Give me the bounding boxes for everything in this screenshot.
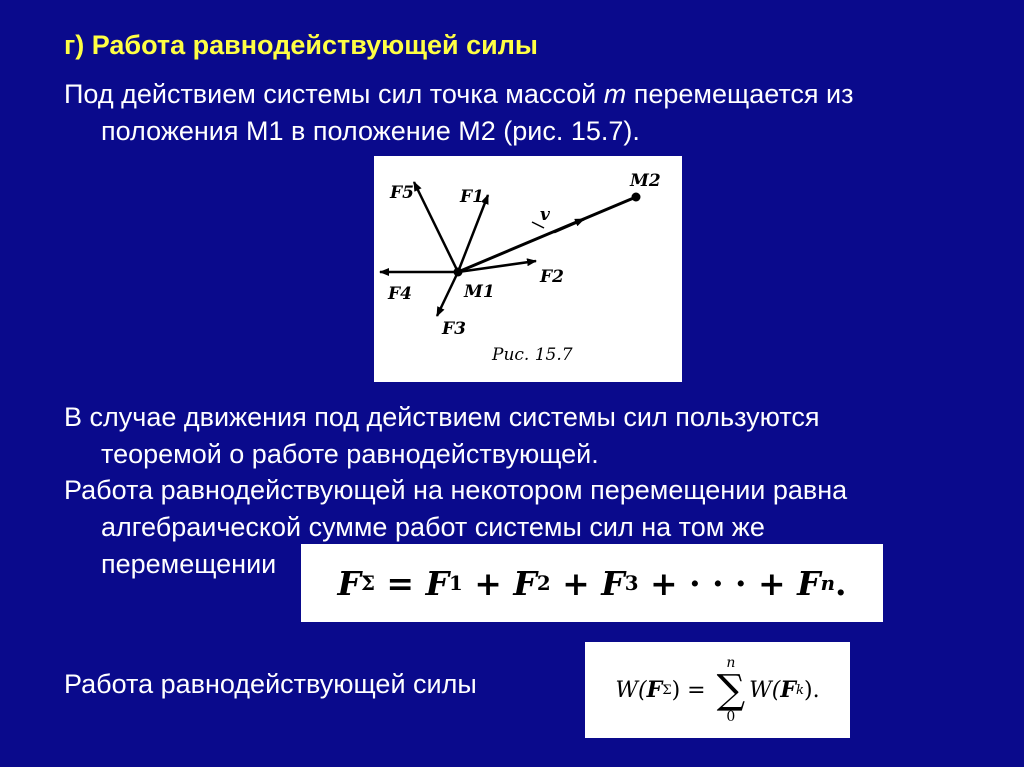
force-diagram	[374, 156, 682, 382]
label-f3: F3	[442, 319, 466, 339]
formula1-term-3: F	[601, 563, 625, 603]
mass-variable: m	[603, 79, 627, 109]
formula2-rhs-suffix: ).	[803, 677, 820, 703]
formula1-term-1-sub: 1	[449, 571, 463, 595]
sum-lower-limit: 0	[726, 709, 736, 725]
force-f3-arrow	[437, 272, 458, 316]
force-f5-arrow	[414, 182, 458, 272]
label-v: v	[540, 205, 550, 225]
theorem-paragraph	[64, 399, 964, 473]
formula2-lhs-suffix: ) =	[671, 677, 713, 703]
formula2-rhs-sub: k	[795, 682, 804, 698]
formula1-lhs: F	[337, 563, 361, 603]
formula1-term-2: F	[513, 563, 537, 603]
resultant-force-formula	[301, 544, 883, 622]
force-diagram-figure	[374, 156, 682, 382]
work-sum-formula	[585, 642, 850, 738]
label-f2: F2	[540, 267, 564, 287]
formula1-plus-2: +	[550, 563, 602, 603]
formula1-term-3-sub: 3	[624, 571, 639, 595]
formula2-rhs-f: F	[780, 677, 796, 703]
formula1-term-n: F	[797, 563, 821, 603]
intro-line-1-suffix: перемещается из	[626, 79, 854, 109]
intro-line-2: положения М1 в положение М2 (рис. 15.7).	[101, 116, 640, 146]
label-m1: M1	[464, 282, 495, 302]
work-line-3: перемещении	[101, 549, 277, 579]
intro-line-1	[64, 76, 964, 113]
label-f4: F4	[388, 284, 412, 304]
work-line-2: алгебраической сумме работ системы сил на том же	[101, 512, 765, 542]
label-f5: F5	[390, 183, 414, 203]
formula1-eq: =	[374, 563, 426, 603]
point-m2	[632, 193, 641, 202]
figure-caption: Рис. 15.7	[492, 345, 573, 365]
formula1-lhs-sub: Σ	[360, 571, 375, 595]
formula1-term-2-sub: 2	[536, 571, 551, 595]
formula1-term-n-sub: n	[820, 571, 835, 595]
work-line-1: Работа равнодействующей на некотором перемещении равна	[64, 475, 848, 505]
theorem-line-1: В случае движения под действием системы сил пользуются	[64, 402, 820, 432]
summation-symbol	[717, 656, 746, 724]
formula1-term-1: F	[425, 563, 450, 603]
sum-upper-limit: n	[726, 655, 736, 671]
formula2-lhs-f: F	[646, 677, 663, 703]
theorem-line-2: теоремой о работе равнодействующей.	[101, 439, 599, 469]
formula1-dots: + · · · +	[638, 563, 798, 603]
sum-sigma: ∑	[716, 667, 746, 713]
intro-paragraph	[64, 76, 964, 150]
formula2-rhs-prefix: W(	[749, 677, 781, 703]
slide-heading: г) Работа равнодействующей силы	[64, 30, 538, 60]
formula2-lhs-prefix: W(	[615, 677, 647, 703]
formula1-end: .	[835, 563, 847, 603]
intro-line-1-prefix: Под действием системы сил точка массой	[64, 79, 604, 109]
velocity-arrow	[554, 219, 584, 232]
formula1-plus-1: +	[462, 563, 514, 603]
label-m2: M2	[630, 171, 661, 191]
label-f1: F1	[460, 187, 484, 207]
work-resultant-text: Работа равнодействующей силы	[64, 669, 477, 699]
formula2-lhs-sub: Σ	[662, 682, 672, 698]
